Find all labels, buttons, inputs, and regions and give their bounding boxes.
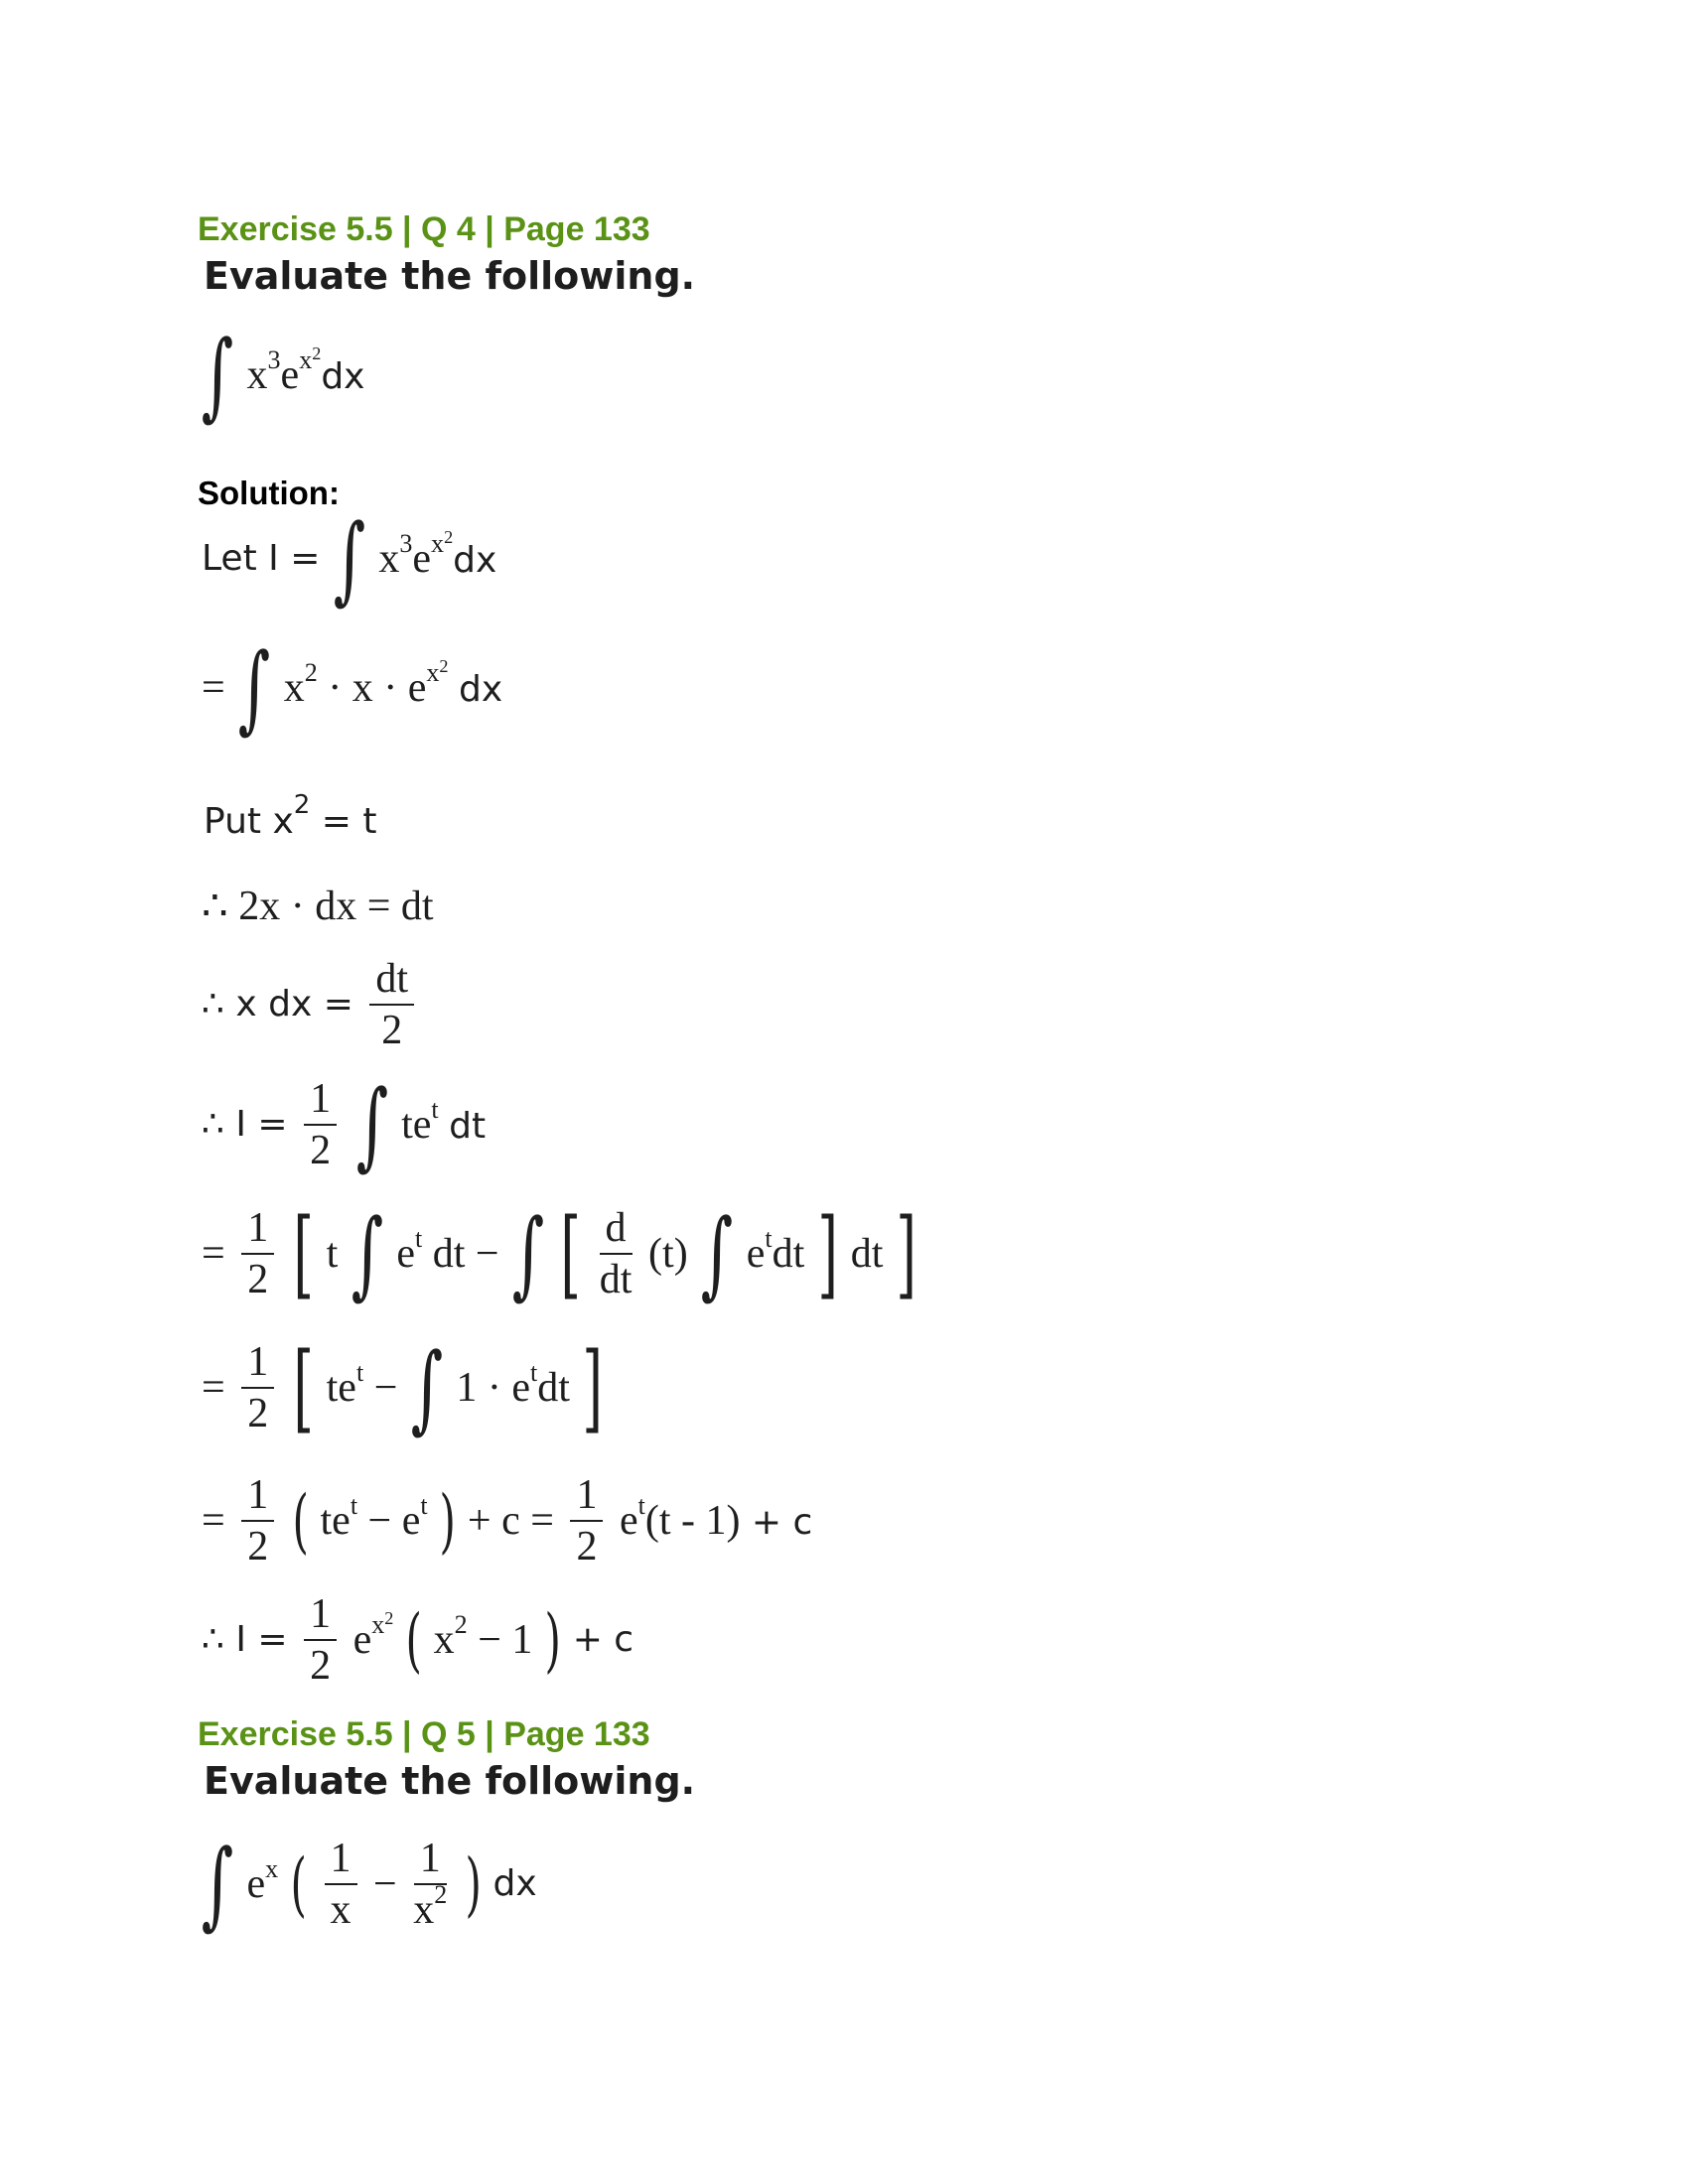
left-paren: ( — [292, 1480, 309, 1562]
fraction-one-half: $\frac{1}{2}$ — [570, 1474, 603, 1568]
solution-line-4: ∴ x dx = $\frac{dt}{2}$ — [202, 958, 420, 1051]
question-title-q5: Evaluate the following. — [204, 1759, 696, 1803]
problem-q5-expression: ∫ $e^x$ ( $\frac{1}{x}$ − $\frac{1}{x^2}$ ) dx — [201, 1829, 537, 1940]
solution-line-1: Let I = ∫ $x^3e^{x^2}dx$ — [202, 503, 497, 614]
fraction-one-half: $\frac{1}{2}$ — [241, 1207, 274, 1300]
integral-sign: ∫ — [511, 1198, 545, 1309]
right-bracket: ] — [896, 1198, 916, 1309]
fraction-dt-over-2: $\frac{dt}{2}$ — [369, 958, 414, 1051]
solution-line-2: = ∫ $x^2 \cdot x \cdot e^{x^2}$ dx — [202, 632, 503, 744]
solution-line-6: = $\frac{1}{2}$ [ t ∫ $e^t$ dt − ∫ [ $\frac{d}{dt}$ (t) ∫ $e^tdt$ ] dt ] — [202, 1198, 916, 1309]
solution-line-7: = $\frac{1}{2}$ [ $te^t$ − ∫ $1 \cdot e^tdt$ ] — [202, 1332, 604, 1443]
solution-line-9: ∴ I = $\frac{1}{2}$ $e^{x^2}$ ( $x^2 - 1$ ) + c — [202, 1591, 634, 1689]
right-paren: ) — [544, 1599, 561, 1681]
integral-sign: ∫ — [410, 1332, 444, 1443]
left-bracket: [ — [293, 1332, 314, 1443]
question-title-q4: Evaluate the following. — [204, 254, 696, 298]
left-paren: ( — [405, 1599, 422, 1681]
fraction-one-over-x: $\frac{1}{x}$ — [325, 1838, 357, 1931]
fraction-one-half: $\frac{1}{2}$ — [241, 1474, 274, 1568]
right-bracket: ] — [582, 1332, 604, 1443]
right-paren: ) — [465, 1843, 482, 1925]
solution-line-3: ∴ 2x · dx = dt — [202, 884, 434, 929]
integral-sign: ∫ — [700, 1198, 734, 1309]
integral-sign: ∫ — [333, 503, 366, 614]
problem-q4-expression: ∫ $x^3e^{x^2}dx$ — [201, 320, 365, 431]
fraction-one-half: $\frac{1}{2}$ — [241, 1341, 274, 1434]
fraction-one-half: $\frac{1}{2}$ — [304, 1593, 337, 1687]
integral-sign: ∫ — [351, 1198, 384, 1309]
fraction-one-half: $\frac{1}{2}$ — [304, 1078, 337, 1171]
solution-label: Solution: — [198, 475, 340, 511]
integral-sign: ∫ — [201, 1829, 234, 1940]
exercise-header-q4[interactable]: Exercise 5.5 | Q 4 | Page 133 — [198, 210, 650, 248]
solution-put-line: Put $x^2 = t$ — [204, 790, 377, 842]
integral-sign: ∫ — [201, 320, 234, 431]
right-paren: ) — [439, 1480, 456, 1562]
solution-line-5: ∴ I = $\frac{1}{2}$ ∫ $te^t$ dt — [202, 1069, 487, 1180]
exercise-header-q5[interactable]: Exercise 5.5 | Q 5 | Page 133 — [198, 1715, 650, 1753]
right-bracket: ] — [817, 1198, 838, 1309]
solution-line-8: = $\frac{1}{2}$ ( $te^t - e^t$ ) + c = $\frac{1}{2}$ $e^t(t - 1) + c$ — [202, 1472, 813, 1570]
integral-sign: ∫ — [237, 632, 271, 744]
fraction-one-over-x-squared: $\frac{1}{x^2}$ — [413, 1836, 448, 1933]
left-bracket: [ — [293, 1198, 314, 1309]
fraction-d-over-dt: $\frac{d}{dt}$ — [599, 1205, 633, 1302]
left-bracket: [ — [560, 1198, 581, 1309]
left-paren: ( — [290, 1843, 307, 1925]
integral-sign: ∫ — [355, 1069, 388, 1180]
